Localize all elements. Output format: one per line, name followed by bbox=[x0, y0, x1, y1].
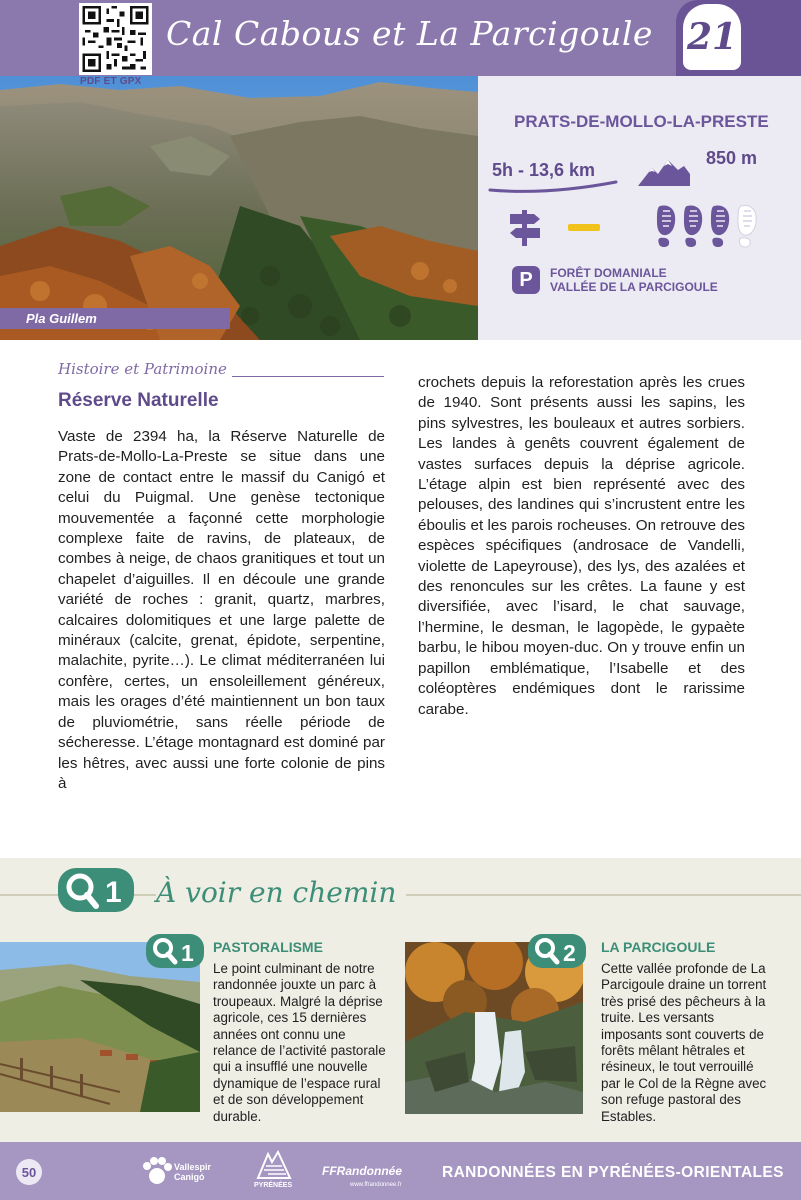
poi-number: 2 bbox=[563, 940, 576, 966]
article-column-2: crochets depuis la reforestation après les crues de 1940. Sont présents aussi les sapins, les pins sylvestres, les bouleaux et autres sorbiers. Les landes à genêts couvrent également de vastes surfaces depuis la déprise agricole. L’étage alpin est bien représenté avec des pelouses, des landines qui s’incrustent entre les éboulis et les parois rocheuses. On retrouve des espèces spécifiques (androsace de Vandelli, violette de Lapeyrouse), des lys, des azalées et des renoncules sur les crêtes. La faune y est diversifiée, avec l’isard, le chat sauvage, l’hermine, le desman, le lagopède, le gypaète barbu, le hibou moyen-duc. On y trouve enfin un papillon emblématique, l’Isabelle et des coléoptères endémiques dont le rarissime carabe. bbox=[418, 374, 745, 718]
duration-underline bbox=[488, 178, 620, 194]
see-title: À voir en chemin bbox=[156, 876, 406, 909]
elevation-gain: 850 m bbox=[706, 148, 758, 168]
parking-icon: P bbox=[512, 266, 540, 294]
footprint-icon bbox=[654, 204, 679, 248]
hero-photo bbox=[0, 76, 478, 340]
poi-title: PASTORALISME bbox=[213, 939, 323, 955]
logo-ffrandonnee: FFRandonnée bbox=[322, 1164, 402, 1178]
logo-ffrandonnee-url: www.ffrandonnee.fr bbox=[350, 1182, 402, 1188]
magnifier-icon bbox=[528, 934, 586, 968]
poi-title: LA PARCIGOULE bbox=[601, 939, 716, 955]
poi-text: Cette vallée profonde de La Parcigoule draine un torrent très prisé des pêcheurs à la truite. Les versants imposants sont couverts de forêts mêlant hêtrales et résineux, le tout verrouillé par le Col de la Règne avec son refuge pastoral des Estables. bbox=[601, 961, 767, 1124]
qr-code[interactable] bbox=[79, 3, 152, 75]
footprint-icon bbox=[681, 204, 706, 248]
see-number: 1 bbox=[105, 876, 122, 909]
paw-logo-icon bbox=[140, 1154, 174, 1188]
poi-text: Le point culminant de notre randonnée jouxte un parc à troupeaux. Malgré la déprise agricole, ces 15 dernières années ont connu une relance de l’activité pastorale qui a insufflé une nouvelle dynamique de l’espace rural et de son développement durable. bbox=[213, 961, 386, 1124]
logo-pyrenees: PYRÉNÉES bbox=[254, 1182, 293, 1189]
commune-name: PRATS-DE-MOLLO-LA-PRESTE bbox=[514, 112, 769, 131]
mountain-icon bbox=[638, 156, 690, 186]
footer bbox=[0, 1142, 801, 1200]
poi-number: 1 bbox=[181, 940, 194, 966]
magnifier-icon bbox=[146, 934, 204, 968]
qr-caption: PDF ET GPX bbox=[80, 76, 142, 87]
signpost-icon bbox=[508, 208, 542, 246]
page-number: 50 bbox=[16, 1159, 42, 1185]
photo-caption: Pla Guillem bbox=[0, 308, 230, 329]
route-title: Cal Cabous et La Parcigoule bbox=[166, 14, 653, 53]
duration-distance: 5h - 13,6 km bbox=[492, 160, 596, 180]
parking-location bbox=[550, 266, 718, 294]
parking-line-1: FORÊT DOMANIALE bbox=[550, 266, 667, 280]
route-info-panel bbox=[478, 76, 801, 340]
difficulty-rating bbox=[654, 204, 760, 248]
parking-line-2: VALLÉE DE LA PARCIGOULE bbox=[550, 280, 718, 294]
logo-vallespir: Vallespir Canigó bbox=[174, 1162, 212, 1182]
qr-code-icon bbox=[82, 6, 149, 72]
route-number: 21 bbox=[683, 4, 741, 70]
section-heading: Réserve Naturelle bbox=[58, 390, 219, 411]
footer-title: RANDONNÉES EN PYRÉNÉES-ORIENTALES bbox=[442, 1164, 784, 1181]
footprint-empty-icon bbox=[735, 204, 760, 248]
magnifier-icon bbox=[58, 868, 134, 912]
pyrenees-logo-icon bbox=[256, 1150, 292, 1180]
trail-marker bbox=[568, 224, 600, 231]
divider bbox=[232, 376, 384, 377]
section-kicker: Histoire et Patrimoine bbox=[58, 360, 227, 378]
footprint-icon bbox=[708, 204, 733, 248]
article-column-1: Vaste de 2394 ha, la Réserve Naturelle de Prats-de-Mollo-La-Preste se situe dans une zone de contact entre le massif du Canigó et celui du Puigmal. Une genèse tectonique mouvementée a façonné cette morphologie complexe faite de ravins, de plateaux, de combes à neige, de chaos granitiques et tout un chapelet d’aiguilles. Il en découle une grande variété de roches : granit, quartz, marbres, calcaires dolomitiques et une large palette de minéraux (calcite, grenat, épidote, serpentine, malachite, pyrite…). Le climat méditerranéen lui confère, certes, un ensoleillement généreux, mais les orages d’été maintiennent un bon taux de pluviométrie, sans réelle période de sécheresse. L’étage montagnard est dominé par les hêtres, avec aussi une forte colonie de pins à bbox=[58, 428, 385, 792]
